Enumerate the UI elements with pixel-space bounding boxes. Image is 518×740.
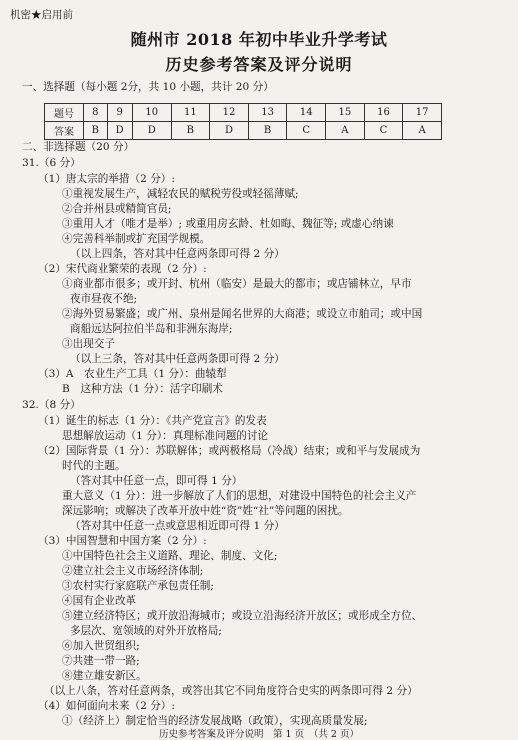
question-number-cell: 12 — [210, 104, 249, 122]
answer-line: 夜市昼夜不绝; — [70, 293, 138, 305]
answer-line: 商船远达阿拉伯半岛和非洲东海岸; — [70, 323, 233, 335]
page-footer: 历史参考答案及评分说明 第 1 页 （共 2 页） — [159, 729, 359, 740]
question-number-cell: 11 — [171, 104, 210, 122]
answer-line: 多层次、宽领域的对外开放格局; — [70, 625, 222, 637]
answer-line: ⑦共建一带一路; — [62, 655, 140, 667]
question-number-cell: 10 — [132, 104, 171, 122]
answer-cell: A — [326, 122, 365, 140]
answer-table — [44, 103, 442, 140]
answer-line: ⑧建立雄安新区。 — [62, 670, 147, 682]
scoring-note: （答对其中任意一点，即可得 1 分） — [70, 475, 243, 487]
answer-cell: C — [287, 122, 326, 140]
answer-cell: B — [171, 122, 210, 140]
answer-line: （1）唐太宗的举措（2 分）: — [38, 173, 175, 185]
answer-line: （4）如何面向未来（2 分）: — [38, 700, 175, 712]
question-number-cell: 13 — [248, 104, 287, 122]
answer-line: （1）诞生的标志（1 分）：《共产党宣言》的发表 — [38, 415, 267, 427]
scoring-note: （以上四条，答对其中任意两条即可得 2 分） — [70, 248, 285, 260]
answer-line: ⑤建立经济特区；或开放沿海城市；或设立沿海经济开放区；或形成全方位、 — [62, 610, 423, 622]
question-number-cell: 17 — [403, 104, 442, 122]
question-number-cell: 16 — [364, 104, 403, 122]
question-number-cell: 15 — [326, 104, 365, 122]
exam-title: 随州市 2018 年初中毕业升学考试 — [130, 30, 388, 49]
answer-line: ①中国特色社会主义道路、理论、制度、文化; — [62, 550, 278, 562]
answer-line: 深远影响；或解决了改革开放中姓“资”姓“社”等问题的困扰。 — [62, 505, 349, 517]
answer-line: ③出现交子 — [62, 338, 115, 350]
exam-subtitle: 历史参考答案及评分说明 — [165, 55, 353, 74]
answer-row — [45, 122, 442, 140]
table-row-label: 答案 — [45, 122, 84, 140]
answer-line: 时代的主题。 — [62, 460, 126, 472]
answer-cell: C — [364, 122, 403, 140]
answer-line: （3）A 农业生产工具（1 分）：曲辕犁 — [38, 368, 227, 380]
section-1-heading: 一、选择题（每小题 2分，共 10 小题，共计 20 分） — [22, 81, 274, 93]
answer-line: ⑥加入世贸组织; — [62, 640, 140, 652]
question-number-cell: 14 — [287, 104, 326, 122]
answer-cell: D — [107, 122, 132, 140]
question-number-row — [45, 104, 442, 122]
answer-line: 重大意义（1 分）：进一步解放了人们的思想，对建设中国特色的社会主义产 — [62, 490, 417, 502]
answer-cell: B — [84, 122, 108, 140]
answer-line: ①重视发展生产，减轻农民的赋税劳役或轻徭薄赋; — [62, 188, 299, 200]
answer-line: ③农村实行家庭联产承包责任制; — [62, 580, 214, 592]
answer-line: ②建立社会主义市场经济体制; — [62, 565, 204, 577]
answer-line: ④完善科举制或扩充国学规模。 — [62, 233, 211, 245]
answer-cell: B — [248, 122, 287, 140]
scoring-note: （答对其中任意一点或意思相近即可得 1 分） — [70, 520, 285, 532]
answer-line: ①（经济上）制定恰当的经济发展战略（政策），实现高质量发展; — [62, 715, 368, 727]
scoring-note: （以上八条，答对任意两条，或答出其它不同角度符合史实的两条即可得 2 分） — [44, 685, 418, 697]
answer-line: ①商业都市很多；或开封、杭州（临安）是最大的都市；或店铺林立，早市 — [62, 278, 412, 290]
section-2-heading: 二、非选择题（20 分） — [22, 141, 135, 153]
answer-cell: A — [403, 122, 442, 140]
question-31-heading: 31.（6 分） — [22, 157, 81, 169]
answer-line: ②海外贸易繁盛；或广州、泉州是闻名世界的大商港；或设立市舶司；或中国 — [62, 308, 423, 320]
answer-cell: D — [132, 122, 171, 140]
answer-line: ③重用人才（唯才是举）; 或重用房玄龄、杜如晦、魏征等; 或虚心纳谏 — [62, 218, 394, 230]
question-number-cell: 9 — [107, 104, 132, 122]
answer-line: B 这种方法（1 分）：活字印刷术 — [62, 383, 223, 395]
question-32-heading: 32.（8 分） — [22, 399, 81, 411]
scoring-note: （以上三条，答对其中任意两条即可得 2 分） — [70, 353, 285, 365]
confidential-label: 机密★启用前 — [10, 9, 73, 21]
answer-cell: D — [210, 122, 249, 140]
answer-line: （2）国际背景（1 分）：苏联解体；或两极格局（冷战）结束；或和平与发展成为 — [38, 445, 421, 457]
answer-line: ②合并州县或精简官员; — [62, 203, 172, 215]
table-row-label: 题号 — [45, 104, 84, 122]
answer-line: （2）宋代商业繁荣的表现（2 分）: — [38, 263, 207, 275]
answer-line: 思想解放运动（1 分）：真理标准问题的讨论 — [62, 430, 269, 442]
answer-line: （3）中国智慧和中国方案（2 分）: — [38, 535, 207, 547]
answer-line: ④国有企业改革 — [62, 595, 137, 607]
question-number-cell: 8 — [84, 104, 108, 122]
